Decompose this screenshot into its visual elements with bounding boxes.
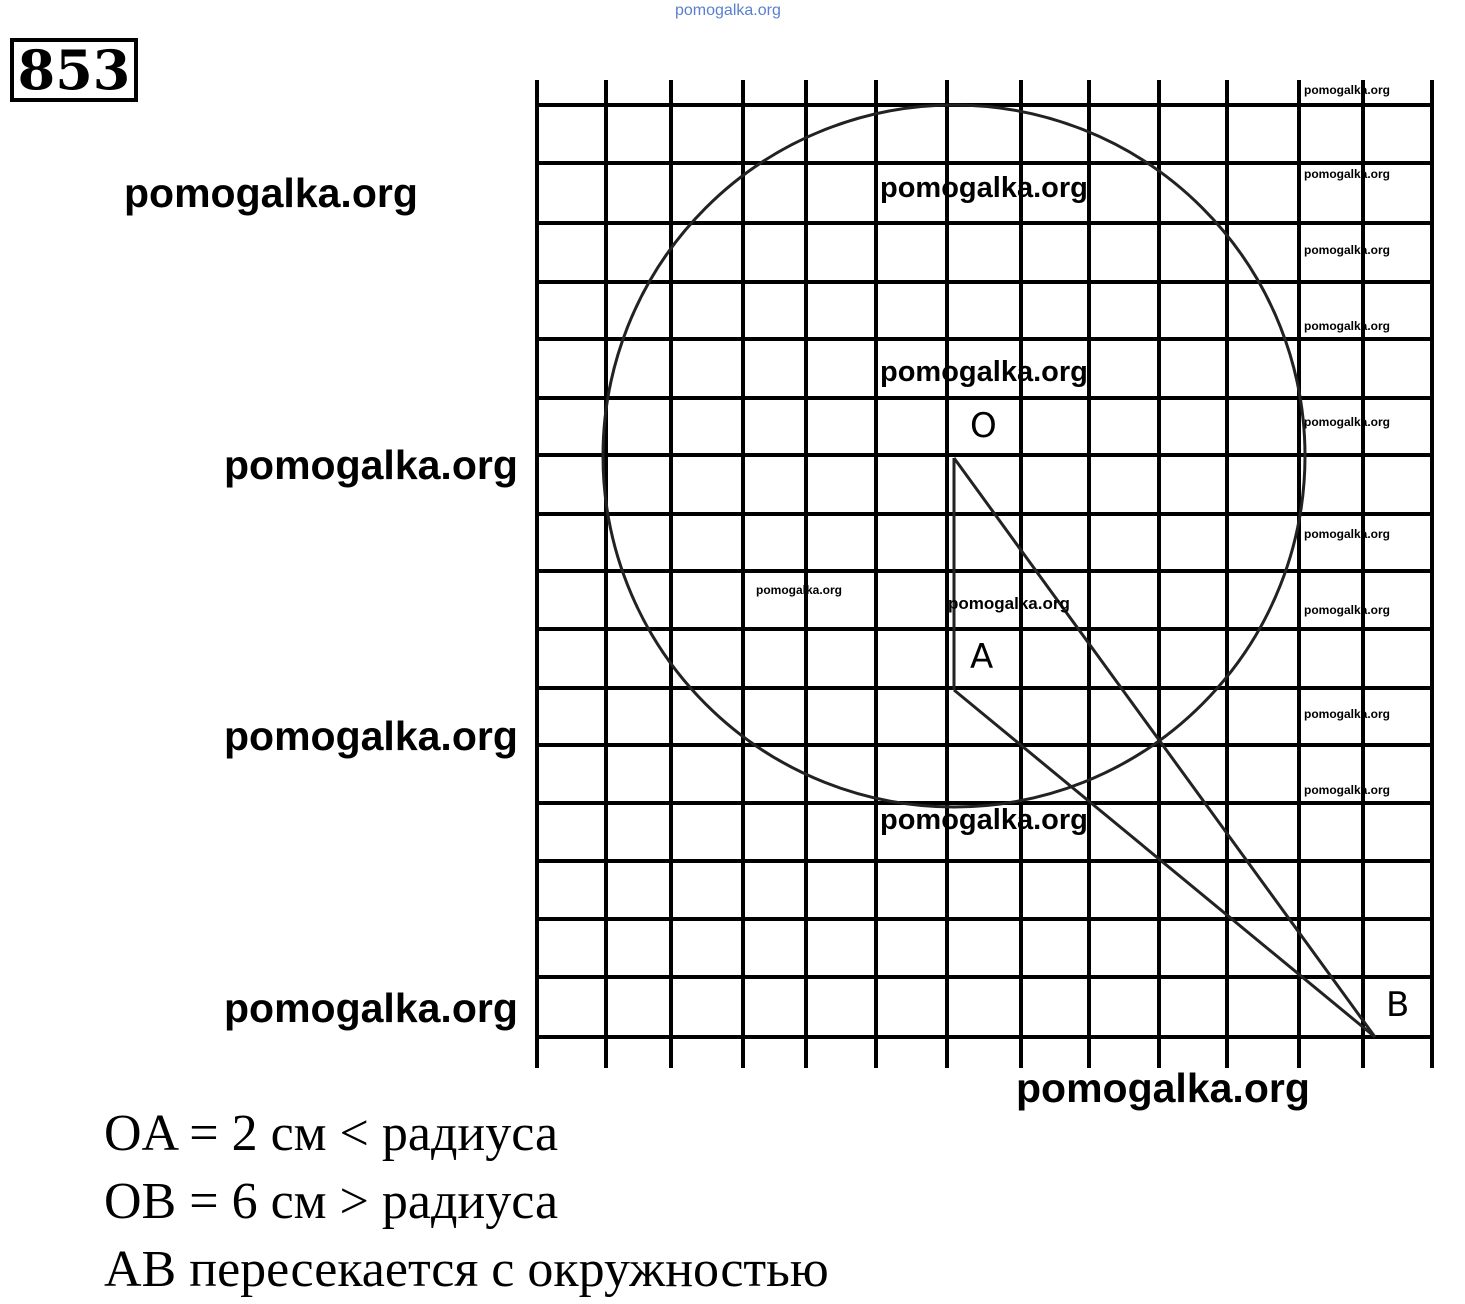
watermark: pomogalka.org	[1304, 243, 1391, 257]
point-B-label: B	[1386, 985, 1410, 1025]
point-A-label: A	[970, 637, 994, 677]
watermark: pomogalka.org	[124, 170, 418, 216]
watermark: pomogalka.org	[880, 356, 1088, 388]
watermark-top: pomogalka.org	[675, 2, 781, 19]
solution-line-2: OB = 6 см > радиуса	[104, 1173, 559, 1230]
watermark: pomogalka.org	[1304, 167, 1391, 181]
watermark: pomogalka.org	[756, 583, 843, 597]
watermark: pomogalka.org	[1304, 707, 1391, 721]
segment-AB	[954, 690, 1375, 1037]
solution-line-3: AB пересекается с окружностью	[104, 1241, 829, 1298]
segment-OB	[954, 458, 1375, 1037]
watermark: pomogalka.org	[880, 172, 1088, 204]
watermark: pomogalka.org	[880, 804, 1088, 836]
grid-lines	[537, 80, 1432, 1068]
watermark: pomogalka.org	[224, 442, 518, 488]
watermark: pomogalka.org	[224, 713, 518, 759]
solution-line-1: OA = 2 см < радиуса	[104, 1105, 559, 1162]
watermark: pomogalka.org	[1304, 527, 1391, 541]
watermark: pomogalka.org	[1016, 1065, 1310, 1111]
point-O-label: O	[970, 406, 997, 446]
watermark: pomogalka.org	[1304, 603, 1391, 617]
solution-text	[104, 1100, 829, 1304]
watermark: pomogalka.org	[1304, 783, 1391, 797]
watermark: pomogalka.org	[1304, 83, 1391, 97]
watermark: pomogalka.org	[1304, 415, 1391, 429]
watermark: pomogalka.org	[1304, 319, 1391, 333]
watermark: pomogalka.org	[948, 594, 1070, 613]
watermark: pomogalka.org	[224, 985, 518, 1031]
problem-number: 853	[10, 38, 138, 102]
